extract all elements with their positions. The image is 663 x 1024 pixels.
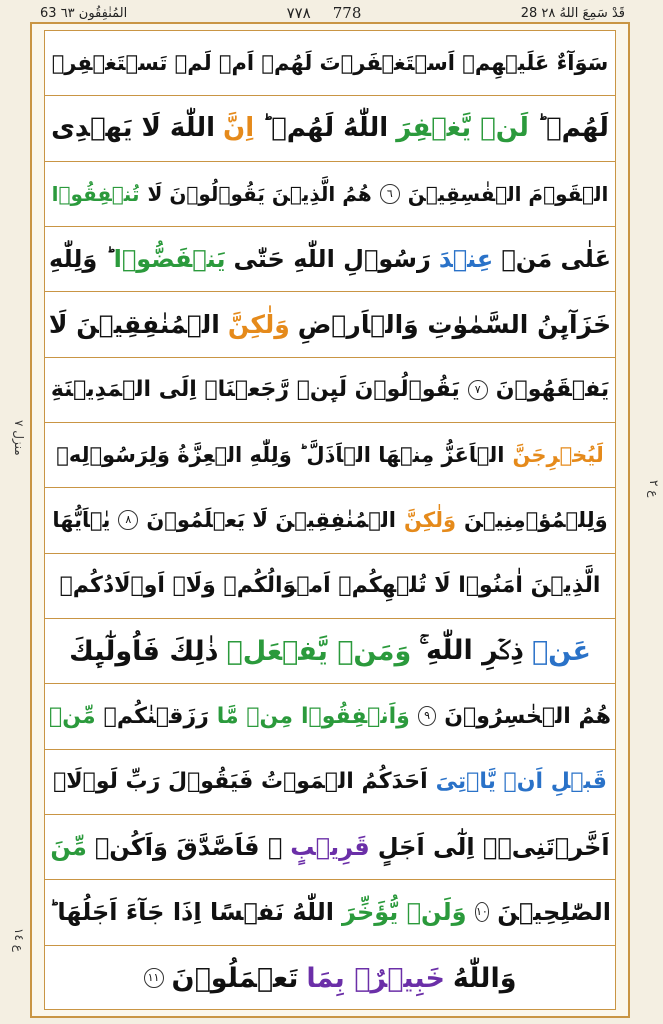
juz-name-header: 28 قَدْ سَمِعَ اللهُ ٢٨ (520, 5, 625, 21)
text-segment: مِّنَ (50, 833, 87, 862)
text-segment: تَعۡمَلُوۡنَ (171, 962, 299, 994)
text-segment: يَقُوۡلُوۡنَ لَٮِٕنۡ رَّجَعۡنَاۤ اِلَى الۡمَدِيۡنَةِ (50, 377, 460, 403)
ruku-marker: ع ٢ (647, 480, 661, 498)
text-line (45, 423, 615, 488)
text-segment: ذِكۡرِ اللّٰهِ ۚ (419, 635, 524, 667)
text-segment: مِّنۡ (49, 703, 96, 729)
text-segment: اِنَّ (223, 113, 255, 144)
text-segment: عَلٰى مَنۡ (501, 245, 611, 274)
text-segment: عَنۡ (531, 635, 591, 667)
text-segment: وَاَنۡفِقُوۡا (300, 703, 410, 729)
text-segment: مِنۡ مَّا (216, 703, 293, 729)
text-segment: الۡمُنٰفِقِيۡنَ لَا (48, 309, 220, 339)
text-line (45, 750, 615, 815)
text-segment: لَنۡ يَّغۡفِرَ (396, 113, 529, 144)
text-segment: قَرِيۡبٍ (290, 833, 370, 862)
text-segment: الصّٰلِحِيۡنَ (497, 898, 611, 927)
text-segment: وَلٰكِنَّ (403, 508, 457, 533)
text-line (45, 162, 615, 227)
text-segment: لَهُمۡ ؕ (536, 113, 609, 144)
text-line (45, 96, 615, 161)
page-number: 778 (332, 4, 362, 22)
text-segment: الۡمُنٰفِقِيۡنَ لَا يَعۡلَمُوۡنَ (146, 508, 396, 533)
ayah-number-marker: ٦ (380, 184, 400, 204)
text-line (45, 554, 615, 619)
text-segment: اللّٰهَ لَا يَهۡدِى (51, 113, 215, 144)
text-segment: رَزَقۡنٰكُمۡ (103, 703, 209, 729)
text-segment: رَسُوۡلِ اللّٰهِ حَتّٰى (233, 245, 431, 274)
text-line (45, 684, 615, 749)
text-segment: تُنۡفِقُوۡا (51, 181, 140, 206)
page-number-arabic: ٧٧٨ (286, 4, 311, 22)
text-segment: اَخَّرۡتَنِىۡۤ اِلٰٓى اَجَلٍ (377, 833, 610, 862)
text-segment: هُمُ الۡخٰسِرُوۡنَ (444, 703, 611, 729)
ruku-marker-bottom: ع ١٤ (12, 928, 26, 952)
text-segment: عِنۡدَ (438, 245, 494, 274)
text-segment: وَمَنۡ يَّفۡعَلۡ (226, 635, 412, 667)
text-segment: يَنۡفَضُّوۡا (113, 245, 226, 274)
text-segment: وَلٰكِنَّ (227, 309, 290, 339)
ayah-number-marker: ٨ (118, 510, 138, 530)
text-line (45, 292, 615, 357)
ayah-number-marker: ٧ (468, 380, 488, 400)
text-line (45, 946, 615, 1011)
text-segment: لَيُخۡرِجَنَّ (512, 443, 604, 468)
text-segment: وَلِلۡمُؤۡمِنِيۡنَ (464, 508, 608, 533)
text-line (45, 488, 615, 553)
text-frame (44, 30, 616, 1010)
text-segment: اللّٰهُ لَهُمۡ ؕ (262, 113, 389, 144)
text-segment: اللّٰهُ نَفۡسًا اِذَا جَآءَ اَجَلُهَا ؕ (49, 898, 335, 927)
text-line (45, 358, 615, 423)
text-line (45, 880, 615, 945)
text-segment: الۡقَوۡمَ الۡفٰسِقِيۡنَ (407, 181, 609, 206)
ayah-number-marker: ٩ (418, 706, 436, 726)
text-line (45, 619, 615, 684)
text-segment: ؕ وَلِلّٰهِ (49, 245, 106, 274)
text-line (45, 815, 615, 880)
text-segment: يٰۤاَيُّهَا (52, 508, 111, 533)
text-segment: هُمُ الَّذِيۡنَ يَقُوۡلُوۡنَ لَا (147, 181, 372, 206)
text-line (45, 227, 615, 292)
text-segment: الَّذِيۡنَ اٰمَنُوۡا لَا تُلۡهِكُمۡ اَمۡوَالُكُمۡ وَلَاۤ اَوۡلَادُكُمۡ (59, 573, 601, 599)
text-segment: قَبۡلِ اَنۡ يَّاۡتِىَ (435, 769, 607, 795)
text-segment: وَلَنۡ يُّؤَخِّرَ (342, 898, 467, 927)
text-line (45, 31, 615, 96)
quran-text-lines (45, 31, 615, 1009)
page-number-group (287, 4, 362, 22)
text-segment: خَزَآٮِٕنُ السَّمٰوٰتِ وَالۡاَرۡضِ (297, 309, 612, 339)
surah-name-header: 63 المُنٰفِقُون ٦٣ (40, 5, 128, 21)
text-segment: وَاللّٰهُ (452, 962, 517, 994)
text-segment: يَفۡقَهُوۡنَ (495, 377, 610, 403)
text-segment: خَبِيۡرٌۢ بِمَا (306, 962, 445, 994)
manzil-marker: منزل ٧ (12, 420, 26, 456)
text-segment: اَحَدَكُمُ الۡمَوۡتُ فَيَقُوۡلَ رَبِّ لَوۡلَاۤ (53, 769, 428, 795)
text-segment: ذٰلِكَ فَاُولٰٓٮِٕكَ (69, 635, 219, 667)
text-segment: الۡاَعَزُّ مِنۡهَا الۡاَذَلَّ ؕ وَلِلّٰهِ الۡعِزَّةُ وَلِرَسُوۡلِهٖ (56, 443, 505, 468)
text-segment: سَوَآءٌ عَلَيۡهِمۡ اَسۡتَغۡفَرۡتَ لَهُمۡ اَمۡ لَمۡ تَسۡتَغۡفِرۡ (51, 51, 609, 76)
text-segment: ۙ فَاَصَّدَّقَ وَاَكُنۡ (94, 833, 283, 862)
ayah-number-marker: ١٠ (475, 902, 490, 922)
ayah-number-marker: ١١ (144, 968, 164, 988)
